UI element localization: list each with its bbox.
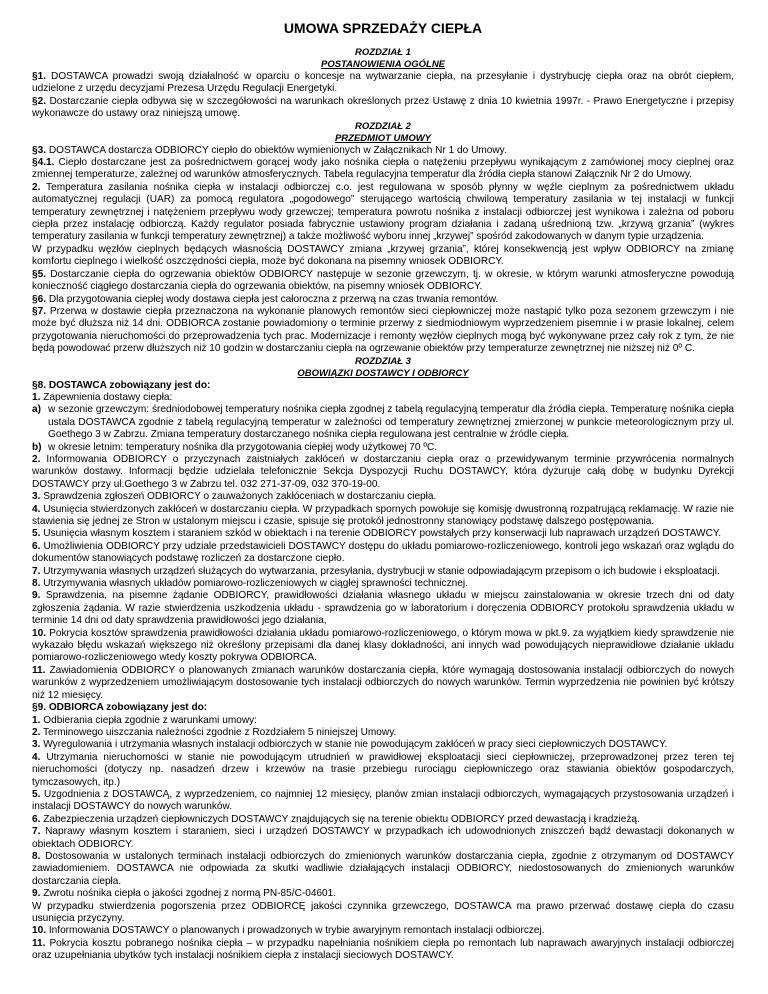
item-8-1: [32, 392, 734, 404]
item-8-5: [32, 528, 734, 540]
item-9-7: [32, 826, 734, 851]
paragraph-number: §6.: [32, 293, 47, 305]
item-number: 10.: [32, 627, 47, 639]
chapter-1-title: POSTANOWIENIA OGÓLNE: [320, 59, 446, 70]
item-number: 5.: [32, 788, 41, 800]
item-text: Utrzymywania własnych układów pomiarowo-rozliczeniowych w ciągłej sprawności technicznej.: [40, 578, 468, 590]
chapter-3-number: ROZDZIAŁ 3: [355, 355, 411, 367]
item-number: 9.: [32, 590, 41, 602]
item-number: 3.: [32, 739, 41, 751]
item-text: Wyregulowania i utrzymania własnych instalacji odbiorczych w stanie nie powodującym zakłóceń w pracy sieci ciepłowniczych DOSTAWCY.: [40, 739, 668, 751]
item-text: Sprawdzenia, na pisemne żądanie ODBIORCY, prawidłowości działania własnego układu w miejscu zainstalowania w okresie trzech dni od daty zgłoszenia żądania. W razie stwierdzenia uszkodzenia układu - sprawdzenia go w laboratorium i doręczenia ODBIORCY protokołu sprawdzenia układu w terminie 14 dni od daty sprawdzenia prawidłowości jego działania,: [32, 590, 734, 627]
item-number: 1.: [32, 714, 41, 726]
item-9-6: [32, 814, 734, 826]
paragraph-text: Temperatura zasilania nośnika ciepła w instalacji odbiorczej c.o. jest regulowana w sposób płynny w węźle cieplnym za pośrednictwem układu automatycznej regulacji (UAR) za pomocą regulatora „pogodowego” sterującego wartością chwilową temperatury zasilania w tej instalacji w funkcji temperatury zewnętrznej i natężeniem przepływu wody grzewczej; temperatura powrotu nośnika z instalacji odbiorczej jest wynikowa i zależna od poboru ciepła przez instalację odbiorczą. Każdy regulator posiada fabrycznie ustawiony program działania i zadaną uśrednioną tzw. „krzywą grzania” (wykres temperatury zasilania w funkcji temperatury zewnętrznej) a także możliwość wyboru innej „krzywej” spośród zakodowanych w danym typie urządzenia.: [32, 181, 734, 243]
item-text: Zabezpieczenia urządzeń ciepłowniczych DOSTAWCY znajdujących się na terenie obiektu ODBIORCY przed dewastacją i kradzieżą.: [40, 813, 640, 825]
item-number: 2.: [32, 453, 41, 465]
item-number: 7.: [32, 565, 41, 577]
item-9-11: [32, 938, 734, 963]
item-text: Naprawy własnym kosztem i staraniem, sieci i urządzeń DOSTAWCY w przypadkach ich udowodnionych zniszczeń bądź dewastacji dokonanych w obiektach ODBIORCY.: [32, 826, 734, 850]
paragraph-4-1: [32, 157, 734, 182]
item-letter: b): [32, 441, 42, 453]
item-number: 5.: [32, 528, 41, 540]
item-8-1-a: [32, 404, 734, 441]
item-number: 2.: [32, 726, 41, 738]
item-8-10: [32, 628, 734, 665]
item-number: 4.: [32, 503, 41, 515]
item-8-2: [32, 454, 734, 491]
item-8-11: [32, 665, 734, 702]
item-number: 11.: [32, 937, 46, 949]
item-text: Informowania ODBIORCY o przyczynach zaistniałych zakłóceń w dostarczaniu ciepła oraz o przewidywanym terminie przywrócenia normalnych warunków dostawy. Informacji będzie udzielała telefonicznie Sekcja Dyspozycji Ruchu DOSTAWCY, która dyżuruje całą dobę w budynku Dyrekcji DOSTAWCY przy ul.Goethego 3 w Zabrzu tel. 032 271-37-09, 032 370-19-00.: [32, 453, 734, 490]
paragraph-7: [32, 306, 734, 356]
item-text: Pokrycia kosztów sprawdzenia prawidłowości działania układu pomiarowo-rozliczeniowego, o którym mowa w pkt.9. za wyjątkiem kiedy sprawdzenie nie wykazało błędu wskazań większego niż określony przepisami dla danej klasy dokładności, ani innych wad powodujących nieprawidłowe działanie układu pomiarowo-rozliczeniowego wtedy koszty pokrywa ODBIORCA.: [32, 627, 734, 664]
paragraph-6: [32, 294, 734, 306]
paragraph-2: [32, 96, 734, 121]
item-number: 8.: [32, 850, 41, 862]
section-9-heading: §9. ODBIORCA zobowiązany jest do:: [32, 702, 208, 714]
paragraph-number: §5.: [32, 268, 47, 280]
item-9-8: [32, 851, 734, 888]
item-text: Zapewnienia dostawy ciepła:: [40, 391, 173, 403]
paragraph-text: DOSTAWCA prowadzi swoją działalność w oparciu o koncesje na wytwarzanie ciepła, na przesyłanie i dystrybucję ciepła oraz na obrót ciepłem, udzielone z urzędu decyzjami Prezesa Urzędu Regulacji Energetyki.: [32, 71, 734, 95]
paragraph-1: [32, 71, 734, 96]
paragraph-text: Dla przygotowania ciepłej wody dostawa ciepła jest całoroczna z przerwą na czas trwania remontów.: [46, 293, 499, 305]
item-number: 3.: [32, 491, 41, 503]
item-9-4: [32, 752, 734, 789]
paragraph-text: Dostarczanie ciepła do ogrzewania obiektów ODBIORCY następuje w sezonie grzewczym, tj. w okresie, w którym warunki atmosferyczne powodują konieczność ciągłego dostarczania ciepła do ogrzewania obiektów, na pisemny wniosek ODBIORCY.: [32, 268, 734, 293]
item-9-1: [32, 715, 734, 727]
paragraph-number: §1.: [32, 71, 47, 82]
item-number: 10.: [32, 925, 47, 937]
paragraph-text: Przerwa w dostawie ciepła przeznaczona na wykonanie planowych remontów sieci ciepłowniczej może nastąpić tylko poza sezonem grzewczym i nie może być dłuższa niż 14 dni. ODBIORCA zostanie powiadomiony o terminie przerwy z siedmiodniowym wyprzedzeniem pisemnie i w prasie lokalnej, celem przygotowania nieruchomości do przeprowadzenia tych prac. Modernizacje i remonty węzłów cieplnych mogą być wykonywane przez cały rok z tym, że nie będą powodować przerw dłuższych niż 10 godzin w dostarczaniu ciepła na ogrzewanie obiektów przy temperaturze zewnętrznej nie niższej niż 0º C.: [32, 305, 734, 355]
item-text: Odbierania ciepła zgodnie z warunkami umowy:: [40, 714, 257, 726]
item-9-5: [32, 789, 734, 814]
paragraph-number: §2.: [32, 95, 47, 107]
chapter-3-title: OBOWIĄZKI DOSTAWCY I ODBIORCY: [297, 367, 469, 379]
item-8-1-b: [32, 442, 734, 454]
paragraph-3: [32, 145, 734, 157]
paragraph-number: §4.1.: [32, 157, 55, 169]
item-number: 7.: [32, 826, 41, 838]
paragraph-number: §7.: [32, 305, 47, 317]
item-letter: a): [32, 404, 41, 416]
item-8-4: [32, 504, 734, 529]
item-9-10: [32, 925, 734, 937]
item-text: w okresie letnim: temperatury nośnika dla przygotowania ciepłej wody użytkowej 70 ºC.: [48, 441, 438, 453]
item-text: Usunięcia stwierdzonych zakłóceń w dostarczaniu ciepła. W przypadkach spornych powołuje się komisję dwustronną rozpatrującą reklamację. W razie nie stawienia się jednej ze Stron w ustalonym miejscu i czasie, spisuje się protokół jednostronny stanowiący podstawę dalszego postępowania.: [32, 503, 734, 527]
section-8-heading: §8. DOSTAWCA zobowiązany jest do:: [32, 379, 211, 391]
item-number: 1.: [32, 391, 41, 403]
item-8-8: [32, 578, 734, 590]
item-9-9: [32, 888, 734, 900]
item-text: Informowania DOSTAWCY o planowanych i prowadzonych w trybie awaryjnym remontach instalacji odbiorczej.: [46, 925, 545, 937]
item-text: w sezonie grzewczym: średniodobowej temperatury nośnika ciepła zgodnej z tabelą regulacyjną temperatur dla źródła ciepła. Temperaturę nośnika ciepła ustala DOSTAWCA zgodnie z tabelą regulacyjną temperatur w zależności od temperatury zewnętrznej zmierzonej w punkcie meteorologicznym przy ul. Goethego 3 w Zabrzu. Zmiana temperatury dostarczanego nośnika ciepła regulowana jest centralnie w źródle ciepła.: [48, 404, 734, 441]
item-number: 11.: [32, 664, 46, 676]
paragraph-number: 2.: [32, 181, 41, 193]
item-text: Dostosowania w ustalonych terminach instalacji odbiorczych do zmienionych warunków dostarczania ciepła, zgodnie z otrzymanym od DOSTAWCY zawiadomieniem. DOSTAWCA nie odpowiada za skutki wadliwie działających instalacji ODBIORCY, niedostosowanych do zmienionych warunków dostarczania ciepła.: [32, 850, 734, 887]
item-text: Uzgodnienia z DOSTAWCĄ, z wyprzedzeniem, co najmniej 12 miesięcy, planów zmian instalacji odbiorczych, wymagających przystosowania urządzeń i instalacji DOSTAWCY do nowych warunków.: [32, 788, 734, 813]
item-8-3: [32, 491, 734, 503]
chapter-2-title: PRZEDMIOT UMOWY: [334, 132, 432, 144]
contract-document: [32, 0, 734, 963]
paragraph-number: §3.: [32, 144, 47, 156]
item-number: 4.: [32, 751, 41, 763]
paragraph-text: Dostarczanie ciepła odbywa się w szczegółowości na warunkach określonych przez Ustawę z dnia 10 kwietnia 1997r. - Prawo Energetyczne i przepisy wykonawcze do ustawy oraz niniejszą umowę.: [32, 95, 734, 120]
item-8-9: [32, 590, 734, 627]
item-8-6: [32, 541, 734, 566]
paragraph-4-2: [32, 182, 734, 244]
item-8-7: [32, 566, 734, 578]
document-title: UMOWA SPRZEDAŻY CIEPŁA: [283, 20, 483, 36]
item-9-2: [32, 727, 734, 739]
paragraph-text: DOSTAWCA dostarcza ODBIORCY ciepło do obiektów wymienionych w Załącznikach Nr 1 do Umowy.: [46, 144, 507, 156]
paragraph-5: [32, 269, 734, 294]
chapter-1-number: ROZDZIAŁ 1: [355, 47, 411, 58]
item-text: Zwrotu nośnika ciepła o jakości zgodnej z normą PN-85/C-04601.: [40, 888, 337, 900]
item-text: Sprawdzenia zgłoszeń ODBIORCY o zauważonych zakłóceniach w dostarczaniu ciepła.: [40, 491, 437, 503]
item-number: 6.: [32, 540, 41, 552]
item-number: 8.: [32, 578, 41, 590]
item-text: Pokrycia kosztu pobranego nośnika ciepła – w przypadku napełniania nośnikiem ciepła po remontach lub naprawach awaryjnych instalacji odbiorczej oraz uzupełniania ubytków tych instalacji nośnikiem ciepła z instalacji sieciowych DOSTAWCY.: [32, 937, 734, 962]
item-text: Zawiadomienia ODBIORCY o planowanych zmianach warunków dostarczania ciepła, które wymagają dostosowania instalacji odbiorczych do nowych warunków z wyprzedzeniem umożliwiającym dostosowanie tych instalacji odbiorczych do nowych warunków. Termin wyprzedzenia nie powinien być krótszy niż 12 miesięcy.: [32, 664, 734, 701]
paragraph-text: Ciepło dostarczane jest za pośrednictwem gorącej wody jako nośnika ciepła o natężeniu przepływu wynikającym z zamówionej mocy cieplnej oraz zmiennej temperaturze, zależnej od warunków atmosferycznych. Tabela regulacyjna temperatur dla źródła ciepła stanowi Załącznik Nr 2 do Umowy.: [32, 157, 734, 181]
item-number: 6.: [32, 813, 41, 825]
item-9-9-continuation: W przypadku stwierdzenia pogorszenia przez ODBIORCĘ jakości czynnika grzewczego, DOSTAWCA ma prawo przerwać dostawę ciepła do czasu usunięcia przyczyny.: [32, 900, 734, 924]
chapter-2-number: ROZDZIAŁ 2: [355, 120, 411, 132]
item-text: Usunięcia własnym kosztem i staraniem szkód w obiektach i na terenie ODBIORCY powstałych przy konserwacji lub naprawach urządzeń DOSTAWCY.: [40, 528, 722, 540]
paragraph-4-2-continuation: W przypadku węzłów cieplnych będących własnością DOSTAWCY zmiana „krzywej grzania”, której konsekwencją jest wpływ ODBIORCY na zmianę komfortu cieplnego i wielkość oszczędności ciepła, może być dokonana na pisemny wniosek ODBIORCY.: [32, 243, 734, 268]
item-9-3: [32, 739, 734, 751]
item-text: Utrzymywania własnych urządzeń służących do wytwarzania, przesyłania, dystrybucji w stanie odpowiadającym przepisom o ich budowie i eksploatacji.: [40, 565, 720, 577]
item-text: Utrzymania nieruchomości w stanie nie powodującym utrudnień w prawidłowej eksploatacji sieci ciepłowniczej, przeprowadzonej przez teren tej nieruchomości (dotyczy np. nasadzeń drzew i krzewów na trasie przebiegu rurociągu ciepłowniczego oraz stawiania obiektów gospodarczych, tymczasowych, itp.): [32, 751, 734, 788]
item-text: Terminowego uiszczania należności zgodnie z Rozdziałem 5 niniejszej Umowy.: [40, 726, 397, 738]
item-text: Umożliwienia ODBIORCY przy udziale przedstawicieli DOSTAWCY dostępu do układu pomiarowo-rozliczeniowego, kontroli jego wskazań oraz wglądu do dokumentów stanowiących podstawę rozliczeń za dostarczone ciepło.: [32, 540, 734, 565]
item-number: 9.: [32, 888, 41, 900]
